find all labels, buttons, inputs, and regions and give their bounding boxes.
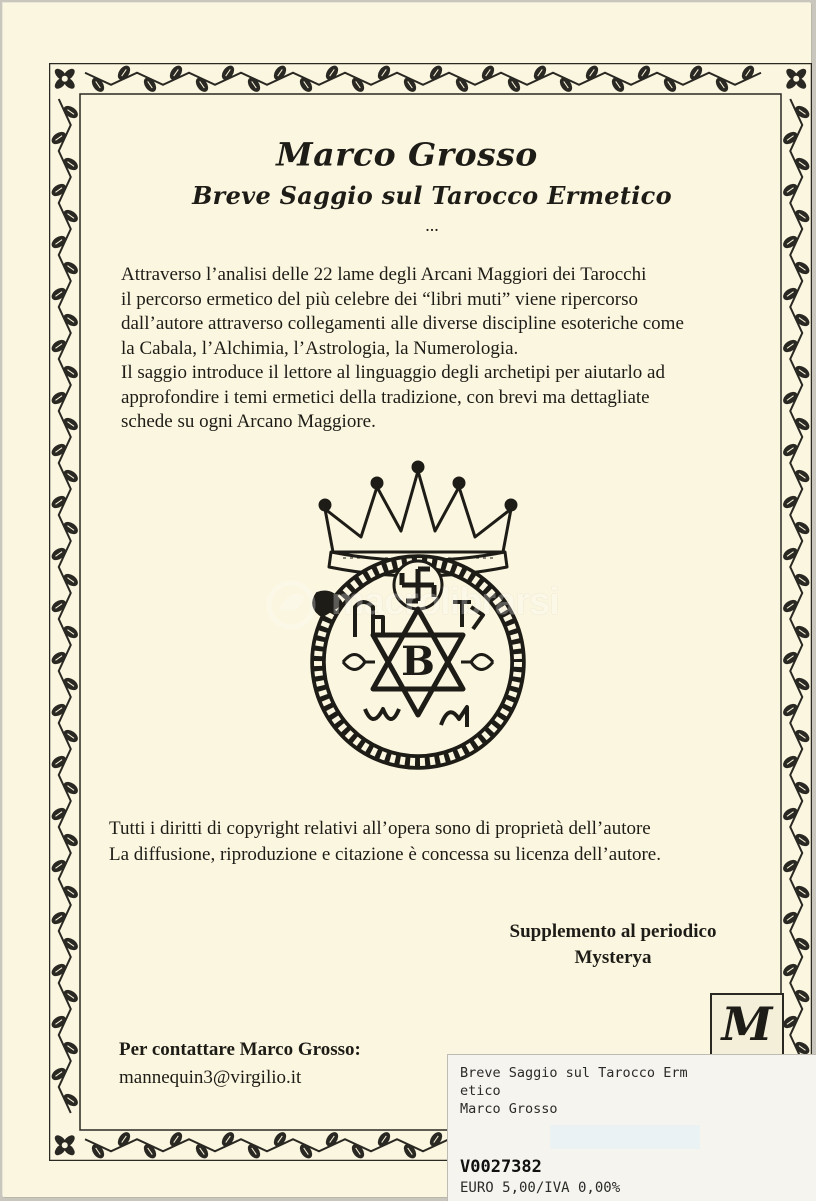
sticker-product-code: V0027382 [460, 1157, 542, 1177]
periodical-supplement [473, 919, 753, 971]
title-ellipsis: ... [425, 215, 439, 235]
description-line: il percorso ermetico del più celebre dei “libri muti” viene ripercorso [121, 288, 639, 310]
sticker-stripe [550, 1125, 700, 1149]
sticker-title-line: Breve Saggio sul Tarocco Erm [460, 1065, 688, 1081]
svg-text:B: B [401, 638, 435, 685]
author-contact [119, 1036, 361, 1092]
crowned-ouroboros-seal-icon [303, 457, 533, 777]
book-title: Breve Saggio sul Tarocco Ermetico [192, 181, 672, 210]
sticker-price: EURO 5,00/IVA 0,00% [460, 1180, 621, 1196]
copyright-line: La diffusione, riproduzione e citazione è concessa su licenza dell’autore. [109, 844, 661, 865]
book-description [121, 263, 761, 435]
publisher-logo [710, 993, 784, 1057]
book-back-cover [3, 3, 811, 1197]
description-line: Il saggio introduce il lettore al linguaggio degli archetipi per aiutarlo ad [121, 362, 665, 383]
periodical-name: Mysterya [574, 947, 652, 968]
description-line: Attraverso l’analisi delle 22 lame degli Arcani Maggiori dei Tarocchi [121, 264, 647, 285]
description-line: schede su ogni Arcano Maggiore. [121, 411, 376, 432]
price-sticker [447, 1054, 816, 1201]
contact-label: Per contattare Marco Grosso: [119, 1039, 361, 1060]
copyright-line: Tutti i diritti di copyright relativi all’opera sono di proprietà dell’autore [109, 818, 651, 839]
description-line: approfondire i temi ermetici della tradizione, con brevi ma dettagliate [121, 386, 650, 408]
watermark-text: macrolibrarsi [331, 581, 559, 623]
contact-email: mannequin3@virgilio.it [119, 1067, 302, 1088]
sticker-title-line: etico [460, 1083, 501, 1099]
publisher-monogram: M [721, 997, 773, 1051]
description-line: dall’autore attraverso collegamenti alle diverse discipline esoteriche come [121, 313, 684, 334]
description-line: la Cabala, l’Alchimia, l’Astrologia, la Numerologia. [121, 337, 519, 359]
author-name: Marco Grosso [276, 135, 538, 174]
copyright-notice [109, 816, 769, 868]
sticker-author: Marco Grosso [460, 1101, 558, 1117]
supplement-label: Supplemento al periodico [509, 921, 717, 942]
